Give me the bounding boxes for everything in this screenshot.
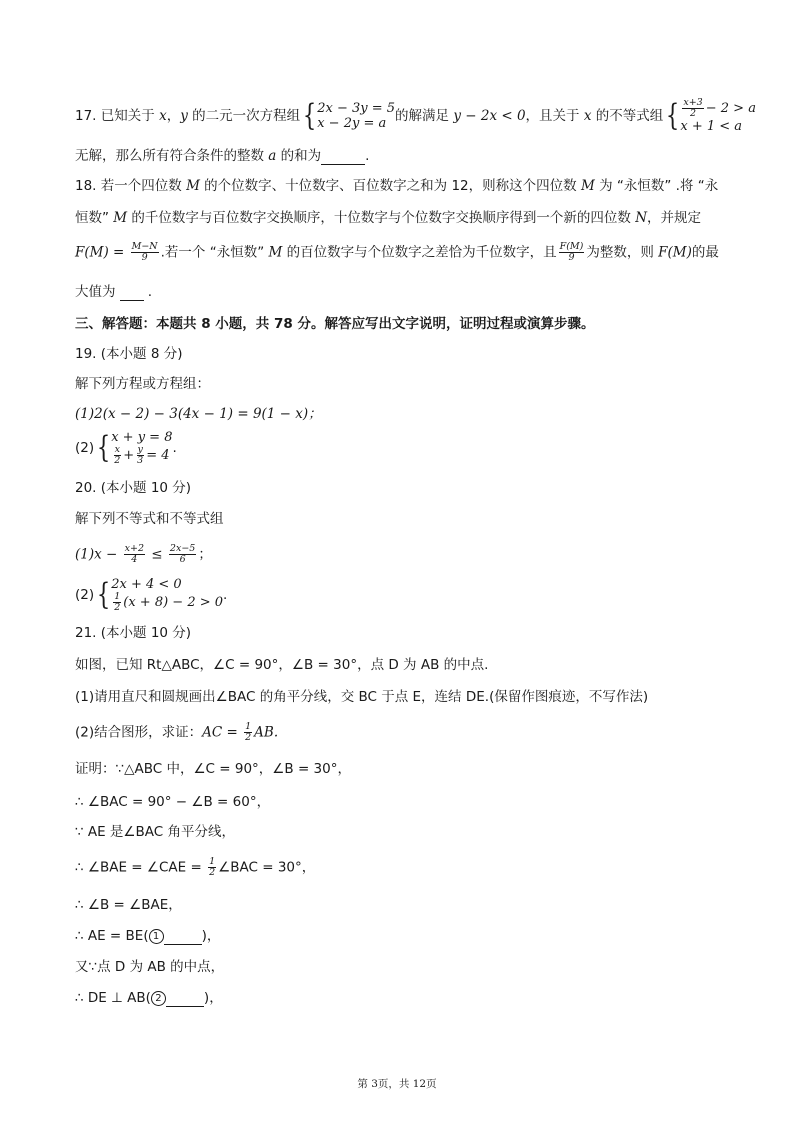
equation-1: 2x − 3y = 5 bbox=[317, 101, 396, 116]
var-x: x bbox=[159, 108, 167, 124]
text: 的解满足 bbox=[395, 108, 454, 124]
q17-line1: 17. 已知关于 x，y 的二元一次方程组 { 2x − 3y = 5 x − 2y = a 的解满足 y − 2x < 0，且关于 x 的不等式组 { $\frac{x+3}{2}$ − 2 > a x + 1 < a bbox=[75, 97, 756, 134]
q21-title: 21. (本小题 10 分) bbox=[75, 625, 192, 641]
var-y: y bbox=[180, 108, 188, 124]
text: )， bbox=[203, 990, 223, 1006]
inequality-1-rest: − 2 > a bbox=[705, 101, 756, 116]
numerator: 1 bbox=[209, 856, 216, 867]
numerator: 1 bbox=[245, 721, 252, 732]
inequality-2-rest: (x + 8) − 2 > 0 bbox=[123, 595, 224, 610]
var-x: x bbox=[583, 108, 592, 124]
label: (2) bbox=[75, 587, 95, 603]
q21-part1: (1)请用直尺和圆规画出∠BAC 的角平分线，交 BC 于点 E，连结 DE.(保留作图痕迹，不写作法) bbox=[75, 689, 649, 705]
text: . bbox=[223, 587, 228, 603]
text: (2)结合图形，求证： bbox=[75, 724, 203, 741]
text: 恒数” bbox=[75, 210, 114, 226]
numerator: x+2 bbox=[124, 543, 145, 554]
text: . bbox=[172, 440, 177, 456]
numerator: x bbox=[114, 444, 120, 455]
text: 的千位数字与百位数字交换顺序，十位数字与个位数字交换顺序得到一个新的四位数 bbox=[127, 210, 636, 226]
text: . bbox=[365, 148, 370, 164]
fraction bbox=[244, 722, 252, 743]
inequality-system bbox=[94, 577, 223, 613]
q20-intro: 解下列不等式和不等式组 bbox=[75, 511, 224, 527]
text: ，且关于 bbox=[525, 108, 584, 124]
brace: { bbox=[96, 430, 111, 465]
denominator: 2 bbox=[114, 455, 121, 466]
proof-line-8 bbox=[75, 989, 223, 1007]
text: 的二元一次方程组 bbox=[192, 108, 301, 124]
numerator: y bbox=[137, 444, 143, 455]
brace: { bbox=[666, 98, 680, 133]
var-M: M bbox=[113, 210, 128, 226]
equation-system bbox=[300, 98, 396, 133]
numerator: M−N bbox=[131, 241, 158, 252]
text: ∴ AE = BE( bbox=[75, 928, 149, 944]
equation-2: x − 2y = a bbox=[317, 116, 387, 131]
proof-line-1: 证明：∵△ABC 中，∠C = 90°，∠B = 30°， bbox=[75, 761, 351, 777]
equation: (1)2(x − 2) − 3(4x − 1) = 9(1 − x)； bbox=[75, 406, 322, 422]
relation: ≤ bbox=[147, 546, 167, 563]
fraction bbox=[124, 544, 145, 565]
equation-2-rest: = 4 bbox=[146, 448, 170, 463]
q17-line2 bbox=[75, 147, 369, 165]
var-M: M bbox=[186, 178, 200, 194]
q20-part1 bbox=[75, 544, 212, 565]
text: 17. 已知关于 bbox=[75, 108, 160, 124]
formula: AC = bbox=[202, 724, 243, 741]
numerator: 1 bbox=[114, 591, 121, 602]
var-a: a bbox=[268, 148, 277, 164]
q18-line4 bbox=[75, 283, 152, 301]
proof-line-2: ∴ ∠BAC = 90° − ∠B = 60°， bbox=[75, 794, 271, 810]
answer-blank bbox=[120, 286, 144, 301]
equation-system: { x + y = 8 $\frac{x}{2}$ + $\frac{y}{3}$ = 4 bbox=[96, 430, 173, 466]
q18-line3 bbox=[75, 242, 719, 263]
numerator: F(M) bbox=[559, 241, 584, 252]
denominator: 9 bbox=[141, 252, 148, 263]
proof-line-4 bbox=[75, 857, 315, 878]
q19-title: 19. (本小题 8 分) bbox=[75, 346, 183, 362]
text: )， bbox=[201, 928, 221, 944]
text: 18. 若一个四位数 bbox=[75, 178, 187, 194]
fraction bbox=[113, 592, 121, 613]
formula-F: F(M) = bbox=[75, 244, 129, 261]
text: ∠BAC = 30°， bbox=[218, 859, 316, 876]
text: ，并规定 bbox=[647, 210, 702, 226]
text: 无解，那么所有符合条件的整数 bbox=[75, 148, 269, 164]
q19-intro: 解下列方程或方程组： bbox=[75, 376, 210, 392]
q21-part2 bbox=[75, 722, 278, 743]
page-footer: 第 3页，共 12页 bbox=[357, 1078, 437, 1090]
inequality-system bbox=[663, 98, 756, 134]
q19-part1 bbox=[75, 405, 322, 423]
denominator: 2 bbox=[245, 732, 252, 743]
formula-F: F(M) bbox=[658, 244, 692, 261]
text: 的不等式组 bbox=[591, 108, 664, 124]
label: (2) bbox=[75, 440, 95, 456]
fraction: $\frac{y}{3}$ bbox=[137, 444, 144, 466]
var-N: N bbox=[635, 210, 648, 226]
text: 大值为 bbox=[75, 284, 116, 300]
q21-intro: 如图，已知 Rt△ABC，∠C = 90°，∠B = 30°，点 D 为 AB 的中点. bbox=[75, 657, 489, 673]
inequality-1: 2x + 4 < 0 bbox=[111, 577, 182, 592]
denominator: 4 bbox=[131, 554, 138, 565]
denominator: 2 bbox=[690, 108, 697, 119]
denominator: 6 bbox=[179, 554, 186, 565]
proof-line-5: ∴ ∠B = ∠BAE， bbox=[75, 897, 182, 913]
inequality-2: x + 1 < a bbox=[680, 119, 743, 134]
denominator: 9 bbox=[568, 252, 575, 263]
text: 的个位数字、十位数字、百位数字之和为 12，则称这个四位数 bbox=[199, 178, 581, 194]
answer-blank bbox=[321, 150, 365, 165]
text: . bbox=[143, 284, 153, 300]
brace: { bbox=[96, 577, 111, 612]
numerator: x+3 bbox=[683, 97, 703, 108]
brace: { bbox=[302, 98, 317, 133]
proof-line-7: 又∵点 D 为 AB 的中点， bbox=[75, 959, 225, 975]
var-M: M bbox=[268, 244, 283, 261]
answer-blank-1 bbox=[164, 930, 202, 945]
answer-blank-2 bbox=[166, 992, 204, 1007]
proof-line-6 bbox=[75, 927, 220, 945]
fraction bbox=[559, 242, 585, 263]
text: ∴ ∠BAE = ∠CAE = bbox=[75, 859, 207, 876]
fraction bbox=[682, 98, 703, 119]
fraction bbox=[169, 544, 196, 565]
text: .若一个 “永恒数” bbox=[160, 244, 269, 261]
numerator: 2x−5 bbox=[169, 543, 196, 554]
condition: y − 2x < 0 bbox=[453, 108, 526, 124]
label: (1)x − bbox=[75, 546, 122, 563]
text: ； bbox=[198, 546, 212, 563]
circled-number-1: 1 bbox=[149, 929, 164, 944]
formula: AB. bbox=[254, 724, 279, 741]
var-M: M bbox=[580, 178, 595, 194]
text: 的最 bbox=[691, 244, 719, 261]
q20-title: 20. (本小题 10 分) bbox=[75, 480, 192, 496]
text: 的和为 bbox=[276, 148, 322, 164]
proof-line-3: ∵ AE 是∠BAC 角平分线， bbox=[75, 824, 236, 840]
q18-line2 bbox=[75, 209, 701, 227]
text: 为整数，则 bbox=[586, 244, 659, 261]
fraction bbox=[208, 857, 216, 878]
section-heading: 三、解答题：本题共 8 小题，共 78 分。解答应写出文字说明，证明过程或演算步骤。 bbox=[75, 316, 595, 332]
text: 的百位数字与个位数字之差恰为千位数字，且 bbox=[282, 244, 557, 261]
q18-line1 bbox=[75, 177, 718, 195]
fraction bbox=[131, 242, 159, 263]
denominator: 2 bbox=[114, 602, 121, 613]
fraction bbox=[113, 445, 121, 466]
q20-part2 bbox=[75, 577, 227, 613]
denominator: 2 bbox=[209, 867, 216, 878]
equation-1: x + y = 8 bbox=[111, 430, 173, 445]
q19-part2 bbox=[75, 430, 177, 466]
text: 为 “永恒数” .将 “永 bbox=[594, 178, 719, 194]
text: ∴ DE ⊥ AB( bbox=[75, 990, 151, 1006]
circled-number-2: 2 bbox=[151, 991, 166, 1006]
